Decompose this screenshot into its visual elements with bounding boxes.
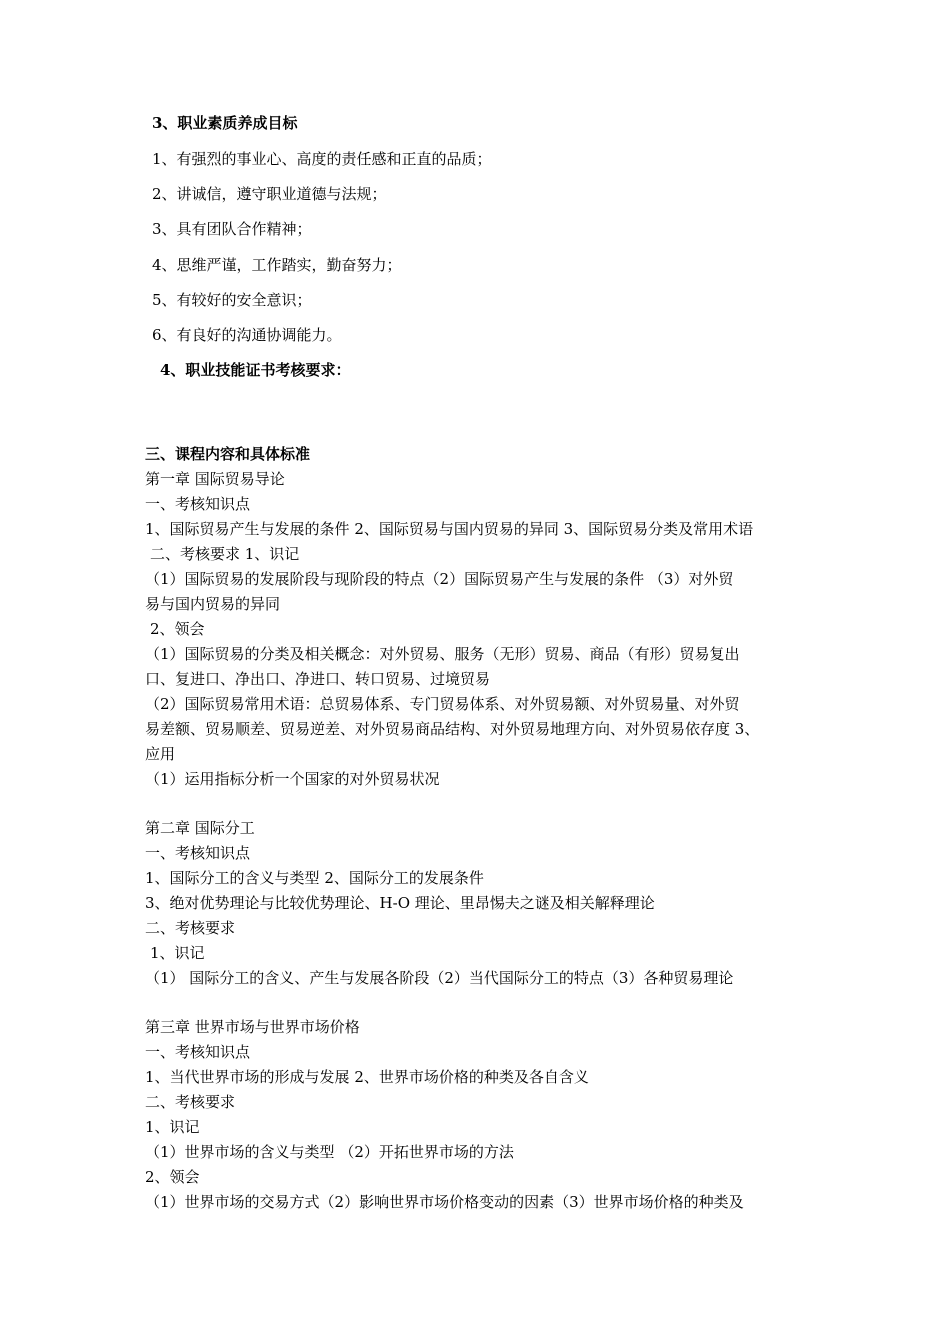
chapter-2-req-heading: 二、考核要求 [145,919,236,937]
chapter-1-kp-line: 1、国际贸易产生与发展的条件 2、国际贸易与国内贸易的异同 3、国际贸易分类及常用术语 [145,520,754,538]
chapter-1-comp-1a: （1）国际贸易的分类及相关概念：对外贸易、服务（无形）贸易、商品（有形）贸易复出 [145,645,740,663]
chapter-1-recall-1: （1）国际贸易的发展阶段与现阶段的特点（2）国际贸易产生与发展的条件 （3）对外贸 [145,570,734,588]
chapter-3-comp-1: （1）世界市场的交易方式（2）影响世界市场价格变动的因素（3）世界市场价格的种类及 [145,1193,744,1211]
quality-goal-1: 1、有强烈的事业心、高度的责任感和正直的品质； [152,150,492,168]
chapter-1-apply-1: （1）运用指标分析一个国家的对外贸易状况 [145,770,440,788]
chapter-1-recall-2: 易与国内贸易的异同 [145,595,281,613]
chapter-2-kp-line-2: 3、绝对优势理论与比较优势理论、H-O 理论、里昂惕夫之谜及相关解释理论 [145,894,655,912]
quality-goal-2: 2、讲诚信，遵守职业道德与法规； [152,185,387,203]
chapter-1-title: 第一章 国际贸易导论 [145,470,285,488]
chapter-3-title: 第三章 世界市场与世界市场价格 [145,1018,360,1036]
chapter-1-comp-2c: 应用 [145,745,176,763]
chapter-2-recall: 1、识记 [150,944,205,962]
chapter-1-comp-2a: （2）国际贸易常用术语：总贸易体系、专门贸易体系、对外贸易额、对外贸易量、对外贸 [145,695,740,713]
chapter-2-title: 第二章 国际分工 [145,819,255,837]
chapter-1-comp-1b: 口、复进口、净出口、净进口、转口贸易、过境贸易 [145,670,491,688]
chapter-2-kp-line-1: 1、国际分工的含义与类型 2、国际分工的发展条件 [145,869,484,887]
chapter-3-comprehend: 2、领会 [145,1168,200,1186]
part-3-title: 三、课程内容和具体标准 [145,445,311,463]
chapter-1-kp-heading: 一、考核知识点 [145,495,251,513]
chapter-3-req-heading: 二、考核要求 [145,1093,236,1111]
chapter-2-recall-1: （1） 国际分工的含义、产生与发展各阶段（2）当代国际分工的特点（3）各种贸易理论 [145,969,734,987]
chapter-1-req-line: 二、考核要求 1、识记 [150,545,300,563]
chapter-3-kp-line: 1、当代世界市场的形成与发展 2、世界市场价格的种类及各自含义 [145,1068,589,1086]
quality-goal-5: 5、有较好的安全意识； [152,291,312,309]
chapter-3-recall: 1、识记 [145,1118,200,1136]
chapter-1-comp-2b: 易差额、贸易顺差、贸易逆差、对外贸易商品结构、对外贸易地理方向、对外贸易依存度 3、 [145,720,760,738]
chapter-3-kp-heading: 一、考核知识点 [145,1043,251,1061]
chapter-2-kp-heading: 一、考核知识点 [145,844,251,862]
quality-goal-6: 6、有良好的沟通协调能力。 [152,326,342,344]
section-3-title: 3、职业素质养成目标 [152,114,298,132]
chapter-1-comprehend: 2、领会 [150,620,205,638]
section-4-title: 4、职业技能证书考核要求： [160,361,351,379]
quality-goal-3: 3、具有团队合作精神； [152,220,312,238]
quality-goal-4: 4、思维严谨，工作踏实，勤奋努力； [152,256,402,274]
chapter-3-recall-1: （1）世界市场的含义与类型 （2）开拓世界市场的方法 [145,1143,514,1161]
